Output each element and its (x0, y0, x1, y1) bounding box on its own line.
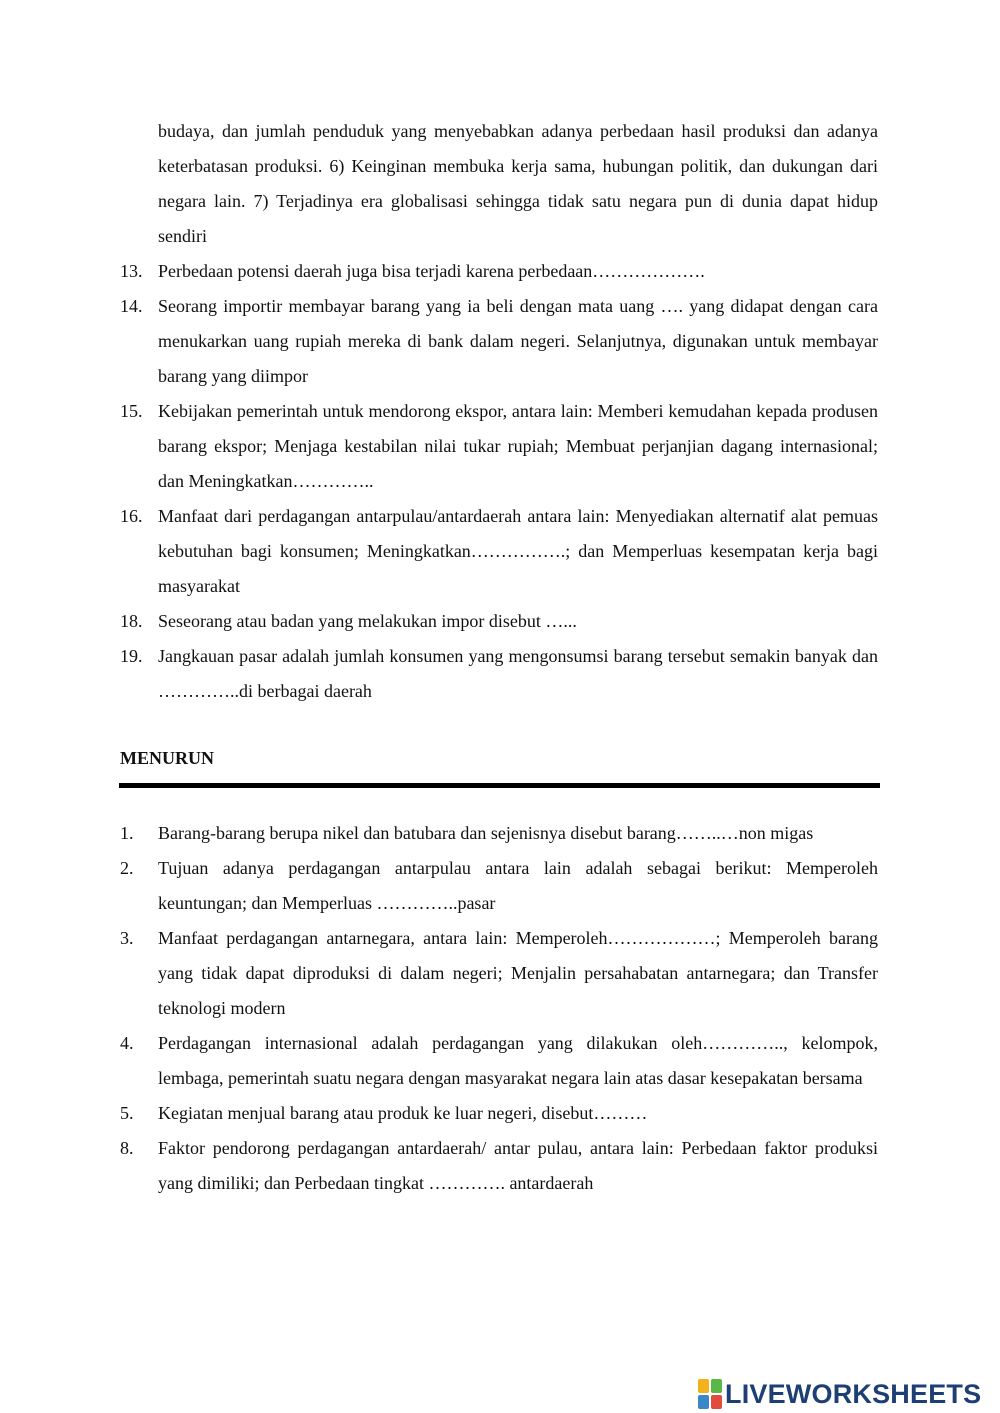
logo-square-red (711, 1395, 722, 1409)
top-section (120, 114, 878, 709)
item-text: Manfaat perdagangan antarnegara, antara lain: Memperoleh………………; Memperoleh barang yang tidak dapat diproduksi di dalam negeri; Menjalin persahabatan antarnegara; dan Transfer teknologi modern (158, 928, 878, 1018)
item-number: 16. (120, 506, 143, 526)
item-number: 3. (120, 928, 134, 948)
menurun-section (120, 816, 878, 1201)
list-item (120, 394, 878, 499)
list-item (120, 499, 878, 604)
list-item (120, 1131, 878, 1201)
list-item (120, 921, 878, 1026)
list-item (120, 289, 878, 394)
list-item (120, 816, 878, 851)
item-text: Barang-barang berupa nikel dan batubara dan sejenisnya disebut barang……..…non migas (158, 823, 814, 843)
item-text: Seseorang atau badan yang melakukan impor disebut …... (158, 611, 577, 631)
liveworksheets-brand-text: LIVEWORKSHEETS (725, 1378, 982, 1409)
section-divider (119, 783, 880, 788)
item-number: 4. (120, 1033, 134, 1053)
item-number: 5. (120, 1103, 134, 1123)
item-text: Perbedaan potensi daerah juga bisa terjadi karena perbedaan………………. (158, 261, 705, 281)
list-item (120, 639, 878, 709)
section-heading-menurun: MENURUN (120, 748, 214, 768)
liveworksheets-watermark (698, 1376, 981, 1412)
item-number: 13. (120, 261, 143, 281)
list-item (120, 1096, 878, 1131)
list-item (120, 1026, 878, 1096)
continuation-text: budaya, dan jumlah penduduk yang menyebabkan adanya perbedaan hasil produksi dan adanya keterbatasan produksi. 6) Keinginan membuka kerja sama, hubungan politik, dan dukungan dari negara lain. 7) Terjadinya era globalisasi sehingga tidak satu negara pun di dunia dapat hidup sendiri (158, 121, 878, 246)
list-item (120, 604, 878, 639)
item-number: 14. (120, 296, 143, 316)
item-text: Perdagangan internasional adalah perdagangan yang dilakukan oleh………….., kelompok, lembaga, pemerintah suatu negara dengan masyarakat negara lain atas dasar kesepakatan bersama (158, 1033, 878, 1088)
item-text: Tujuan adanya perdagangan antarpulau antara lain adalah sebagai berikut: Memperoleh keuntungan; dan Memperluas …………..pasar (158, 858, 878, 913)
item-number: 8. (120, 1138, 134, 1158)
list-item (120, 851, 878, 921)
item-text: Seorang importir membayar barang yang ia beli dengan mata uang …. yang didapat dengan cara menukarkan uang rupiah mereka di bank dalam negeri. Selanjutnya, digunakan untuk membayar barang yang diimpor (158, 296, 878, 386)
logo-square-blue (698, 1395, 709, 1409)
item-number: 15. (120, 401, 143, 421)
logo-square-yellow (698, 1379, 709, 1393)
item-text: Faktor pendorong perdagangan antardaerah/ antar pulau, antara lain: Perbedaan faktor produksi yang dimiliki; dan Perbedaan tingkat …………. antardaerah (158, 1138, 878, 1193)
item-number: 18. (120, 611, 143, 631)
item-text: Jangkauan pasar adalah jumlah konsumen yang mengonsumsi barang tersebut semakin banyak dan …………..di berbagai daerah (158, 646, 878, 701)
item-text: Manfaat dari perdagangan antarpulau/antardaerah antara lain: Menyediakan alternatif alat pemuas kebutuhan bagi konsumen; Meningkatkan…………….; dan Memperluas kesempatan kerja bagi masyarakat (158, 506, 878, 596)
item-number: 1. (120, 823, 134, 843)
logo-square-green (711, 1379, 722, 1393)
liveworksheets-logo-icon (698, 1379, 722, 1409)
item-text: Kegiatan menjual barang atau produk ke luar negeri, disebut……… (158, 1103, 648, 1123)
list-item (120, 254, 878, 289)
item-number: 19. (120, 646, 143, 666)
item-number: 2. (120, 858, 134, 878)
item-text: Kebijakan pemerintah untuk mendorong ekspor, antara lain: Memberi kemudahan kepada produsen barang ekspor; Menjaga kestabilan nilai tukar rupiah; Membuat perjanjian dagang internasional; dan Meningkatkan………….. (158, 401, 878, 491)
